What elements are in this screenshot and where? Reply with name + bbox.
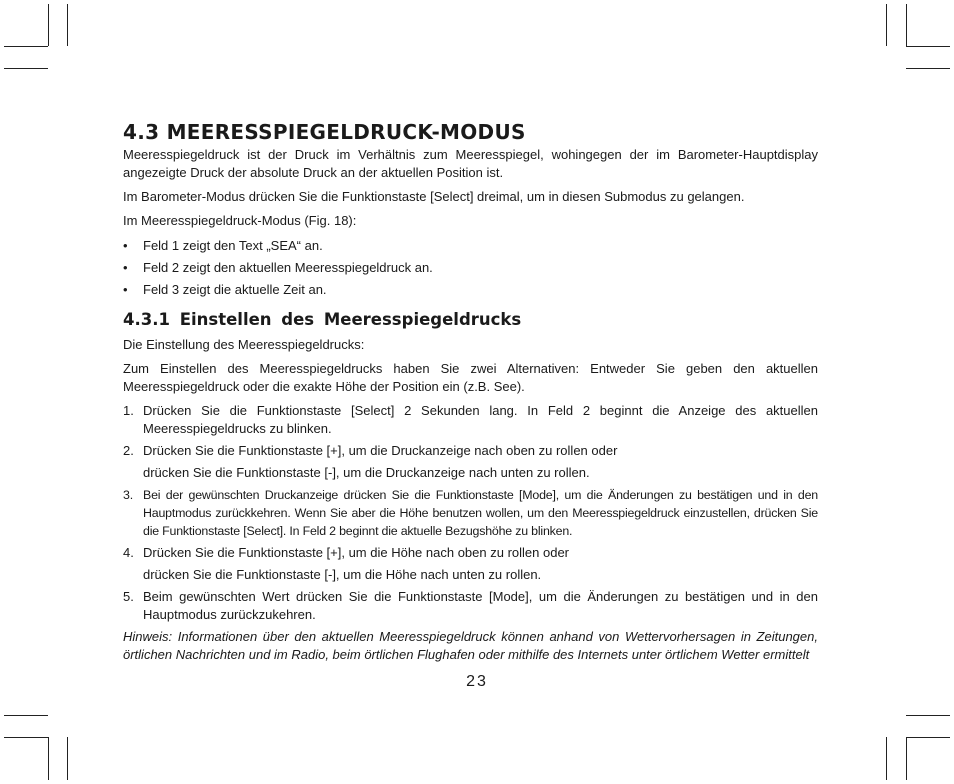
- list-item-text: Feld 2 zeigt den aktuellen Meeresspiegeldruck an.: [143, 260, 433, 275]
- crop-mark: [906, 715, 950, 716]
- step-number: 2.: [123, 443, 134, 458]
- crop-mark: [886, 4, 887, 46]
- step-text: Drücken Sie die Funktionstaste [+], um die Höhe nach oben zu rollen oder: [143, 545, 569, 560]
- step-item: [123, 402, 818, 438]
- crop-mark: [4, 737, 48, 738]
- crop-mark: [48, 737, 49, 780]
- list-item: [123, 237, 818, 255]
- crop-mark: [906, 68, 950, 69]
- step-number: 4.: [123, 545, 134, 560]
- section-paragraph: Im Barometer-Modus drücken Sie die Funktionstaste [Select] dreimal, um in diesen Submodus zu gelangen.: [123, 189, 745, 204]
- crop-mark: [4, 68, 48, 69]
- crop-mark: [886, 737, 887, 780]
- step-item: [123, 588, 818, 624]
- subsection-paragraph: Die Einstellung des Meeresspiegeldrucks:: [123, 337, 365, 352]
- step-item: [123, 442, 818, 482]
- step-alt-text: drücken Sie die Funktionstaste [-], um die Höhe nach unten zu rollen.: [143, 567, 542, 582]
- bullet-icon: •: [123, 260, 128, 275]
- section-paragraph: Meeresspiegeldruck ist der Druck im Verhältnis zum Meeresspiegel, wohingegen der im Barometer-Hauptdisplay angezeigte Druck der absolute Druck an der aktuellen Position ist.: [123, 147, 818, 180]
- steps-list: [123, 402, 818, 624]
- list-item-text: Feld 3 zeigt die aktuelle Zeit an.: [143, 282, 327, 297]
- step-item: [123, 486, 818, 540]
- crop-mark: [906, 737, 950, 738]
- page-number: 23: [466, 673, 488, 690]
- crop-mark: [48, 4, 49, 46]
- crop-mark: [906, 737, 907, 780]
- step-text: Bei der gewünschten Druckanzeige drücken Sie die Funktionstaste [Mode], um die Änderungen zu bestätigen und in den Hauptmodus zurückkehren. Wenn Sie aber die Höhe benutzen wollen, um den Meeresspiegeldruck einzustellen, drücken Sie die Funktionstaste [Select]. In Feld 2 beginnt die aktuelle Bezugshöhe zu blinken.: [143, 488, 818, 538]
- bullet-icon: •: [123, 238, 128, 253]
- step-number: 5.: [123, 589, 134, 604]
- step-number: 3.: [123, 488, 133, 502]
- step-number: 1.: [123, 403, 134, 418]
- crop-mark: [906, 46, 950, 47]
- crop-mark: [906, 4, 907, 46]
- subsection-paragraph: Zum Einstellen des Meeresspiegeldrucks haben Sie zwei Alternativen: Entweder Sie geben den aktuellen Meeresspiegeldruck oder die exakte Höhe der Position ein (z.B. See).: [123, 361, 818, 394]
- step-text: Drücken Sie die Funktionstaste [Select] 2 Sekunden lang. In Feld 2 beginnt die Anzeige des aktuellen Meeresspiegeldrucks zu blinken.: [143, 403, 818, 436]
- crop-mark: [67, 4, 68, 46]
- section-title: 4.3 MEERESSPIEGELDRUCK-MODUS: [123, 120, 526, 144]
- list-item-text: Feld 1 zeigt den Text „SEA“ an.: [143, 238, 323, 253]
- list-item: [123, 259, 818, 277]
- field-list: [123, 237, 818, 299]
- step-text: Beim gewünschten Wert drücken Sie die Funktionstaste [Mode], um die Änderungen zu bestätigen und in den Hauptmodus zurückzukehren.: [143, 589, 818, 622]
- subsection-title: 4.3.1 Einstellen des Meeresspiegeldrucks: [123, 310, 522, 329]
- page-content: [123, 118, 818, 670]
- bullet-icon: •: [123, 282, 128, 297]
- list-item: [123, 281, 818, 299]
- crop-mark: [67, 737, 68, 780]
- crop-mark: [4, 46, 48, 47]
- section-paragraph: Im Meeresspiegeldruck-Modus (Fig. 18):: [123, 213, 357, 228]
- note-text: Hinweis: Informationen über den aktuellen Meeresspiegeldruck können anhand von Wettervorhersagen in Zeitungen, örtlichen Nachrichten und im Radio, beim örtlichen Flughafen oder mithilfe des Internets unter örtlichem Wetter ermittelt: [123, 629, 818, 662]
- step-text: Drücken Sie die Funktionstaste [+], um die Druckanzeige nach oben zu rollen oder: [143, 443, 618, 458]
- crop-mark: [4, 715, 48, 716]
- step-item: [123, 544, 818, 584]
- step-alt-text: drücken Sie die Funktionstaste [-], um die Druckanzeige nach unten zu rollen.: [143, 465, 590, 480]
